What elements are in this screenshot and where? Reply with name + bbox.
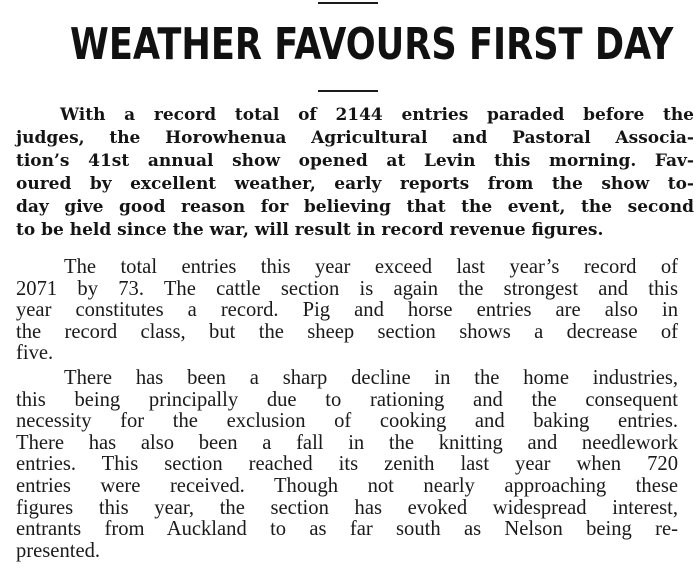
body-line: presented. xyxy=(16,539,101,562)
body-line: this being principally due to rationing and the consequent xyxy=(16,388,678,411)
body-line: entries. This section reached its zenith last year when 720 xyxy=(16,453,678,476)
body-line: There has been a sharp decline in the home industries, xyxy=(64,367,678,389)
lead-line: day give good reason for believing that the event, the second xyxy=(16,197,694,217)
body-paragraph-2 xyxy=(16,368,678,562)
lead-line: to be held since the war, will result in record revenue figures. xyxy=(16,220,604,240)
headline: WEATHER FAVOURS FIRST DAY xyxy=(70,19,674,70)
body-line: There has also been a fall in the knitting and needlework xyxy=(16,431,678,454)
body-line: figures this year, the section has evoked widespread interest, xyxy=(16,496,678,519)
lead-line: judges, the Horowhenua Agricultural and Pastoral Associa- xyxy=(16,128,694,148)
body-line: necessity for the exclusion of cooking and baking entries. xyxy=(16,410,678,433)
body-line: entrants from Auckland to as far south as Nelson being re- xyxy=(16,518,678,541)
body-line: The total entries this year exceed last year’s record of xyxy=(64,256,678,278)
lead-line: With a record total of 2144 entries paraded before the xyxy=(60,105,694,125)
lead-paragraph xyxy=(16,104,694,242)
body-line: entries were received. Though not nearly approaching these xyxy=(16,474,678,497)
lead-line: tion’s 41st annual show opened at Levin this morning. Fav- xyxy=(16,151,694,171)
body-line: 2071 by 73. The cattle section is again the strongest and this xyxy=(16,277,678,300)
body-line: year constitutes a record. Pig and horse entries are also in xyxy=(16,299,678,322)
body-line: five. xyxy=(16,342,54,365)
lead-line: oured by excellent weather, early reports from the show to- xyxy=(16,174,694,194)
headline-bottom-rule xyxy=(318,90,378,92)
body-paragraph-1 xyxy=(16,257,678,365)
body-line: the record class, but the sheep section shows a decrease of xyxy=(16,320,678,343)
headline-top-rule xyxy=(318,2,378,4)
